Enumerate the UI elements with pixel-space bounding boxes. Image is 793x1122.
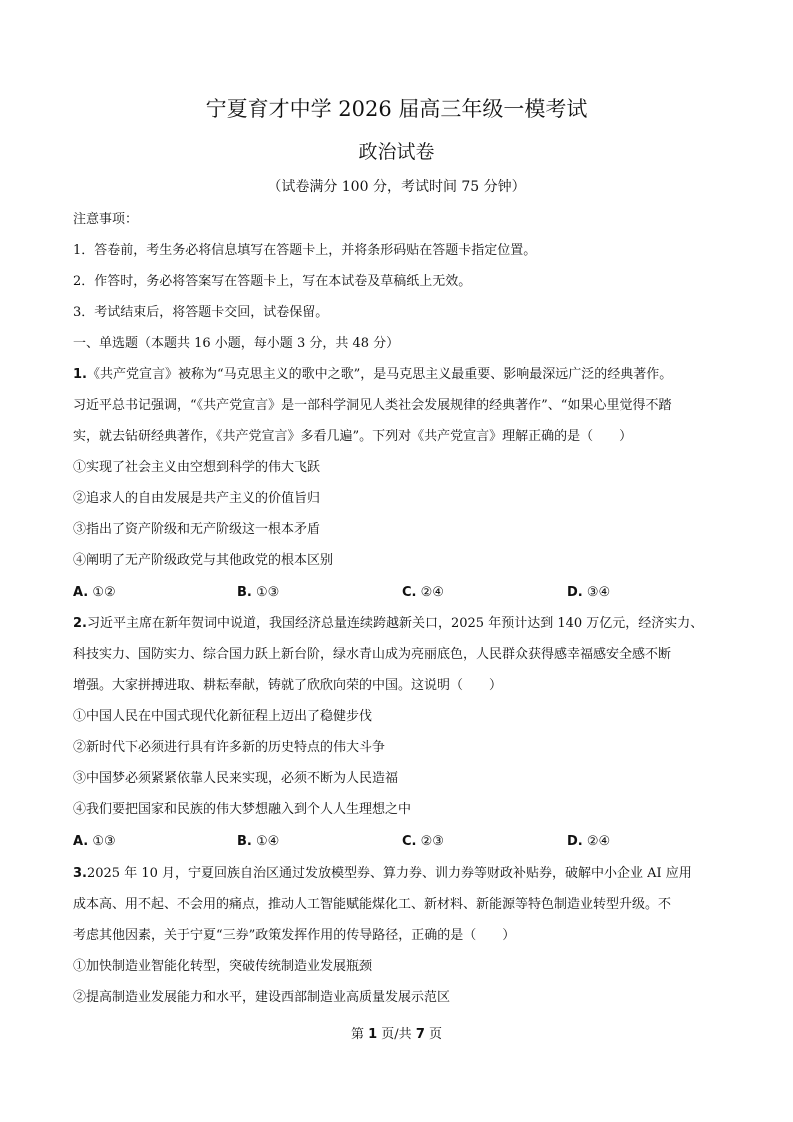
question-3-line-3: 考虑其他因素，关于宁夏“三券”政策发挥作用的传导路径，正确的是（ ） <box>73 928 516 943</box>
question-2-statement-4: ④我们要把国家和民族的伟大梦想融入到个人人生理想之中 <box>73 802 412 817</box>
question-1-option-a: A. ①② <box>73 585 116 600</box>
exam-note: （试卷满分 100 分，考试时间 75 分钟） <box>267 179 526 195</box>
question-number: 2. <box>73 616 87 631</box>
page-footer: 第 1 页/共 7 页 <box>350 1027 443 1042</box>
question-number: 3. <box>73 866 87 881</box>
notice-item-2: 2．作答时，务必将答案写在答题卡上，写在本试卷及草稿纸上无效。 <box>73 274 472 289</box>
question-1-line-2: 习近平总书记强调，“《共产党宣言》是一部科学洞见人类社会发展规律的经典著作”、“如果心里觉得不踏 <box>73 398 672 413</box>
subject-title: 政治试卷 <box>358 141 435 163</box>
question-2-option-a: A. ①③ <box>73 834 116 849</box>
question-2-option-b: B. ①④ <box>237 834 280 849</box>
question-2-line-1: 2.习近平主席在新年贺词中说道，我国经济总量连续跨越新关口，2025 年预计达到 140 万亿元，经济实力、 <box>73 616 704 631</box>
question-3-line-2: 成本高、用不起、不会用的痛点，推动人工智能赋能煤化工、新材料、新能源等特色制造业转型升级。不 <box>73 897 672 912</box>
page-total: 7 <box>415 1027 425 1042</box>
question-1-line-3: 实，就去钻研经典著作，《共产党宣言》多看几遍”。下列对《共产党宣言》理解正确的是（ ） <box>73 429 633 444</box>
question-2-line-3: 增强。大家拼搏进取、耕耘奉献，铸就了欣欣向荣的中国。这说明（ ） <box>73 678 503 693</box>
question-1-statement-4: ④阐明了无产阶级政党与其他政党的根本区别 <box>73 553 334 568</box>
question-3-statement-1: ①加快制造业智能化转型，突破传统制造业发展瓶颈 <box>73 959 373 974</box>
question-2-line-2: 科技实力、国防实力、综合国力跃上新台阶，绿水青山成为亮丽底色，人民群众获得感幸福感安全感不断 <box>73 647 672 662</box>
question-1-option-c: C. ②④ <box>402 585 444 600</box>
notice-item-1: 1．答卷前，考生务必将信息填写在答题卡上，并将条形码贴在答题卡指定位置。 <box>73 243 537 258</box>
question-1-statement-3: ③指出了资产阶级和无产阶级这一根本矛盾 <box>73 522 321 537</box>
question-1-statement-2: ②追求人的自由发展是共产主义的价值旨归 <box>73 491 321 506</box>
question-2-statement-2: ②新时代下必须进行具有许多新的历史特点的伟大斗争 <box>73 740 386 755</box>
page-number: 1 <box>368 1027 378 1042</box>
notice-item-3: 3．考试结束后，将答题卡交回，试卷保留。 <box>73 305 329 320</box>
question-2-statement-1: ①中国人民在中国式现代化新征程上迈出了稳健步伐 <box>73 709 373 724</box>
notice-heading: 注意事项： <box>73 212 139 227</box>
question-1-line-1: 1.《共产党宣言》被称为“马克思主义的歌中之歌”，是马克思主义最重要、影响最深远广泛的经典著作。 <box>73 367 673 382</box>
question-3-line-1: 3.2025 年 10 月，宁夏回族自治区通过发放模型券、算力券、训力券等财政补贴券，破解中小企业 AI 应用 <box>73 866 692 881</box>
question-1-statement-1: ①实现了社会主义由空想到科学的伟大飞跃 <box>73 460 321 475</box>
exam-title: 宁夏育才中学 2026 届高三年级一模考试 <box>205 97 588 121</box>
question-3-statement-2: ②提高制造业发展能力和水平，建设西部制造业高质量发展示范区 <box>73 990 451 1005</box>
question-1-option-b: B. ①③ <box>237 585 280 600</box>
question-2-statement-3: ③中国梦必须紧紧依靠人民来实现，必须不断为人民造福 <box>73 771 399 786</box>
question-number: 1. <box>73 367 87 382</box>
section-heading: 一、单选题（本题共 16 小题，每小题 3 分，共 48 分） <box>73 336 400 351</box>
question-1-option-d: D. ③④ <box>567 585 611 600</box>
question-2-option-c: C. ②③ <box>402 834 444 849</box>
question-2-option-d: D. ②④ <box>567 834 611 849</box>
